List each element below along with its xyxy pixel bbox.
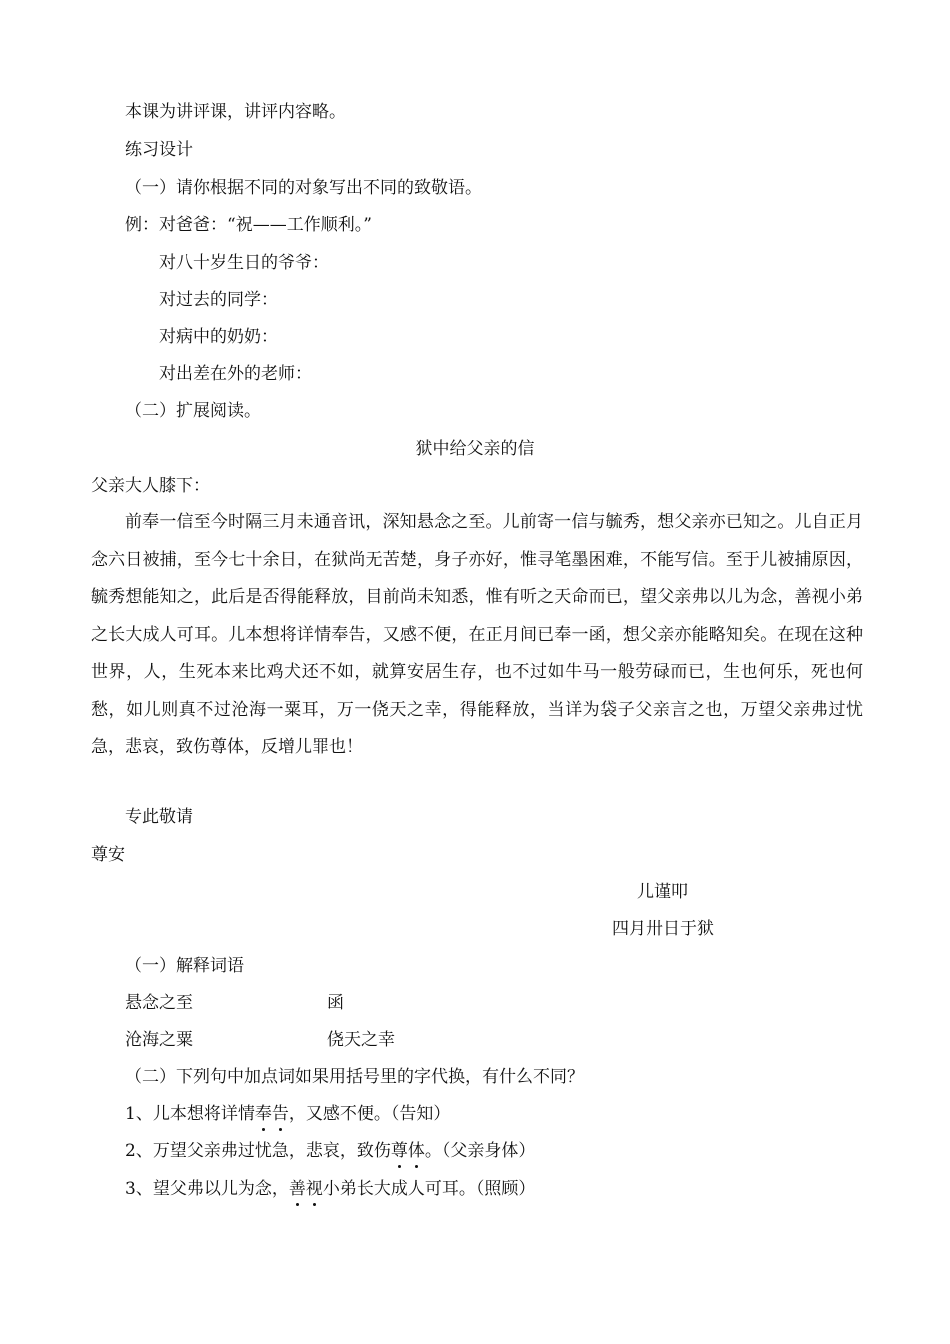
sentence-suffix: ，又感不便。（告知） [288,1104,451,1124]
emphasis-dot-char: 视 [305,1179,323,1199]
emphasis-dot-char: 奉 [254,1104,272,1124]
part2-heading: （二）扩展阅读。 [125,401,261,421]
question-sentence [125,1103,450,1125]
emphasis-dot-char: 尊 [390,1141,408,1161]
letter-respect: 尊安 [91,845,125,865]
emphasis-dot-char: 体 [407,1141,425,1161]
part1-heading: （一）请你根据不同的对象写出不同的致敬语。 [125,178,482,198]
term-item: 函 [327,993,344,1013]
sentence-suffix: 。（父亲身体） [424,1141,536,1161]
q2-heading: （二）下列句中加点词如果用括号里的字代换，有什么不同？ [125,1067,584,1087]
dotted-word [289,1179,323,1199]
intro-note: 本课为讲评课，讲评内容略。 [125,102,346,122]
example-line: 例：对爸爸：“祝——工作顺利。” [125,215,372,235]
exercise-heading: 练习设计 [125,140,193,160]
q1-heading: （一）解释词语 [125,956,244,976]
emphasis-dot-char: 告 [271,1104,289,1124]
emphasis-dot-char: 善 [288,1179,306,1199]
list-item: 对过去的同学： [159,290,278,310]
dotted-word [255,1104,289,1124]
letter-body: 前奉一信至今时隔三月未通音讯，深知悬念之至。儿前寄一信与毓秀，想父亲亦已知之。儿自正月念六日被捕，至今七十余日，在狱尚无苦楚，身子亦好，惟寻笔墨困难，不能写信。至于儿被捕原因，毓秀想能知之，此后是否得能释放，目前尚未知悉，惟有听之天命而已，望父亲弗以儿为念，善视小弟之长大成人可耳。儿本想将详情奉告，又感不便，在正月间已奉一函，想父亲亦能略知矣。在现在这种世界，人，生死本来比鸡犬还不如，就算安居生存，也不过如牛马一般劳碌而已，生也何乐，死也何愁，如儿则真不过沧海一粟耳，万一侥天之幸，得能释放，当详为袋子父亲言之也，万望父亲弗过忧急，悲哀，致伤尊体，反增儿罪也！ [91,512,863,757]
letter-signature: 儿谨叩 [637,882,688,902]
list-item: 对八十岁生日的爷爷： [159,253,329,273]
sentence-prefix: 1、儿本想将详情 [125,1104,255,1124]
term-item: 悬念之至 [125,993,193,1013]
question-sentence [125,1178,535,1200]
sentence-prefix: 3、望父弗以儿为念， [125,1179,289,1199]
term-item: 沧海之粟 [125,1030,193,1050]
letter-title: 狱中给父亲的信 [415,439,535,459]
sentence-prefix: 2、万望父亲弗过忧急，悲哀，致伤 [125,1141,391,1161]
list-item: 对出差在外的老师： [159,364,312,384]
list-item: 对病中的奶奶： [159,327,278,347]
letter-date: 四月卅日于狱 [612,919,714,939]
letter-closing: 专此敬请 [125,807,193,827]
letter-salutation: 父亲大人膝下： [91,476,210,496]
question-sentence [125,1140,535,1162]
sentence-suffix: 小弟长大成人可耳。（照顾） [322,1179,536,1199]
dotted-word [391,1141,425,1161]
term-item: 侥天之幸 [327,1030,395,1050]
